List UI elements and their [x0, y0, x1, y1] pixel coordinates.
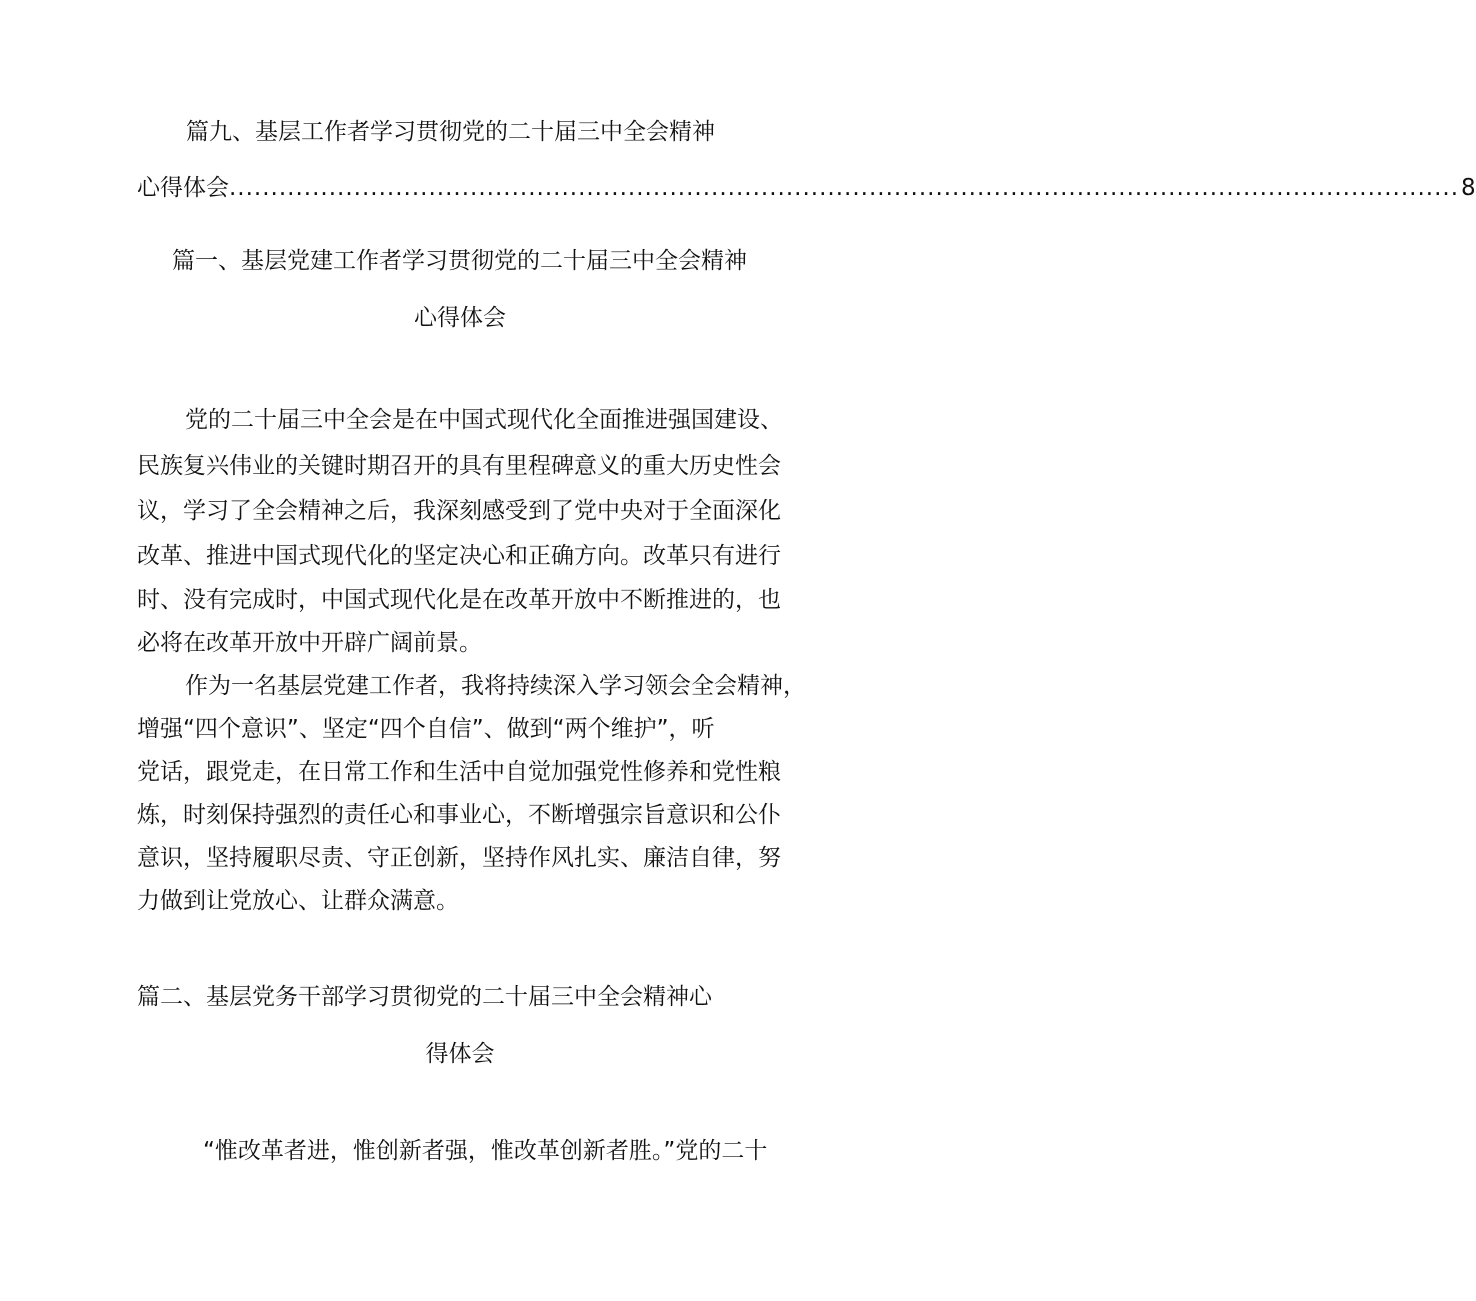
section1-para1-line: 改革、推进中国式现代化的坚定决心和正确方向。改革只有进行 [137, 543, 781, 569]
section1-para2-line: 党话，跟党走，在日常工作和生活中自觉加强党性修养和党性粮 [137, 759, 781, 785]
toc-entry-row[interactable] [137, 173, 1476, 203]
section1-heading-line2: 心得体会 [414, 305, 506, 331]
section1-para1-line: 时、没有完成时，中国式现代化是在改革开放中不断推进的，也 [137, 587, 781, 613]
section2-heading-line2: 得体会 [425, 1041, 495, 1067]
section1-para2-line: 作为一名基层党建工作者，我将持续深入学习领会全会精神， [185, 673, 806, 699]
section1-para2-line: 增强“四个意识”、坚定“四个自信”、做到“两个维护”，听 [137, 716, 715, 742]
toc-entry-title-line2: 心得体会 [137, 175, 229, 201]
section1-para2-line: 炼，时刻保持强烈的责任心和事业心，不断增强宗旨意识和公仆 [137, 802, 781, 828]
section1-para1-line: 议，学习了全会精神之后，我深刻感受到了党中央对于全面深化 [137, 498, 781, 524]
section1-para1-line: 党的二十届三中全会是在中国式现代化全面推进强国建设、 [185, 407, 783, 433]
section1-para1-line: 民族复兴伟业的关键时期召开的具有里程碑意义的重大历史性会 [137, 453, 781, 479]
toc-entry-title-line1: 篇九、基层工作者学习贯彻党的二十届三中全会精神 [186, 119, 715, 145]
section2-heading-line1: 篇二、基层党务干部学习贯彻党的二十届三中全会精神心 [137, 984, 712, 1010]
section1-para1-line: 必将在改革开放中开辟广阔前景。 [137, 630, 482, 656]
section1-para2-line: 意识，坚持履职尽责、守正创新，坚持作风扎实、廉洁自律，努 [137, 845, 781, 871]
section1-heading-line1: 篇一、基层党建工作者学习贯彻党的二十届三中全会精神 [172, 248, 747, 274]
toc-page-number: 8 [1461, 175, 1476, 201]
section1-para2-line: 力做到让党放心、让群众满意。 [137, 888, 459, 914]
toc-leader-dots: .................................................................................................................................................... [229, 175, 1460, 201]
section2-para1-line: “惟改革者进，惟创新者强，惟改革创新者胜。”党的二十 [203, 1138, 768, 1164]
